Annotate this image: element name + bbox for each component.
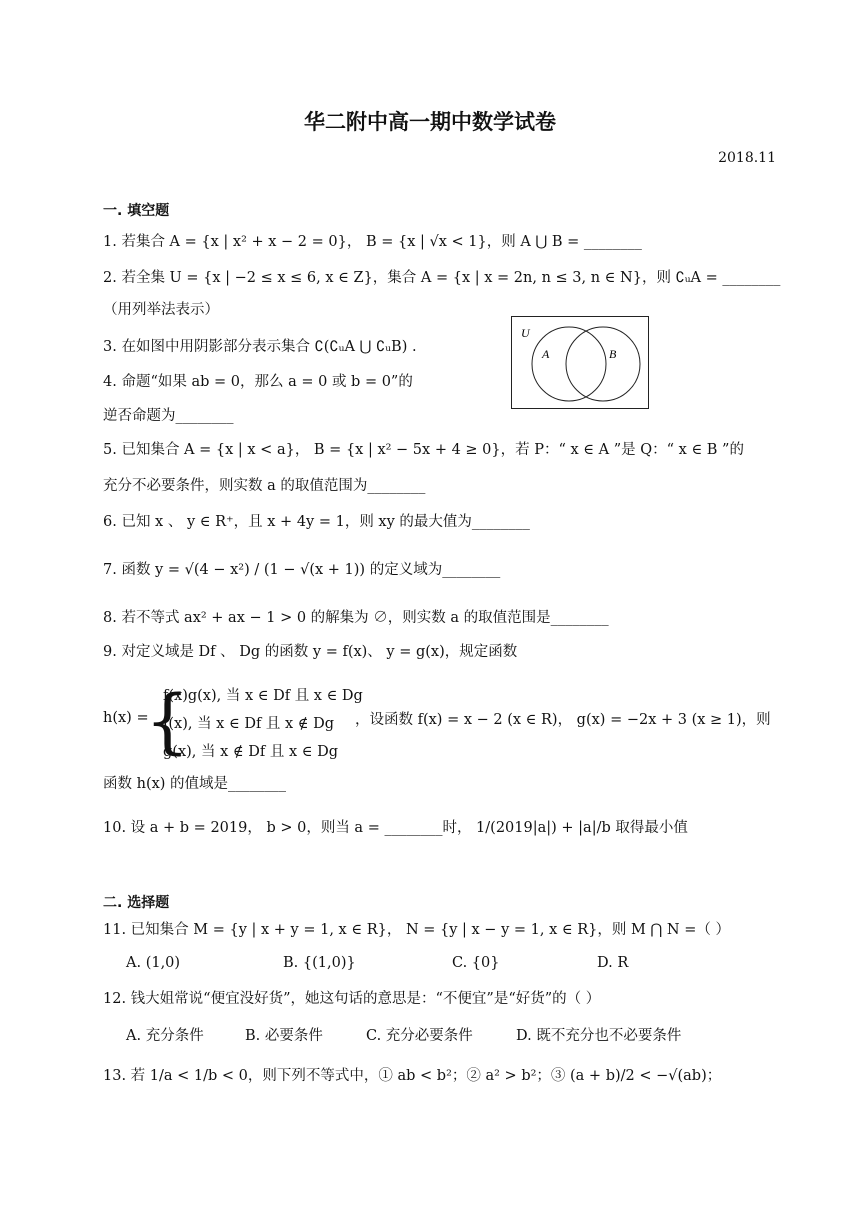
venn-label-u: U — [521, 326, 530, 340]
venn-diagram — [511, 316, 649, 409]
venn-circle-b — [566, 327, 640, 401]
question-12-option-a: A. 充分条件 — [126, 1028, 204, 1044]
venn-label-b: B — [609, 347, 617, 361]
piecewise-case-2: f(x), 当 x ∈ Df 且 x ∉ Dg — [163, 716, 335, 732]
question-4-cont: 逆否命题为________ — [103, 408, 234, 424]
page-title: 华二附中高一期中数学试卷 — [304, 110, 556, 134]
piecewise-brace: { — [145, 680, 190, 762]
venn-label-a: A — [542, 347, 550, 361]
question-2: 2. 若全集 U = {x | −2 ≤ x ≤ 6, x ∈ Z}，集合 A = {x | x = 2n, n ≤ 3, n ∈ N}，则 ∁ᵤA = ________ — [103, 270, 781, 286]
question-12: 12. 钱大姐常说“便宜没好货”，她这句话的意思是：“不便宜”是“好货”的（ ） — [103, 991, 601, 1007]
question-12-option-b: B. 必要条件 — [245, 1028, 323, 1044]
piecewise-case-1: f(x)g(x), 当 x ∈ Df 且 x ∈ Dg — [163, 688, 363, 704]
question-11: 11. 已知集合 M = {y | x + y = 1, x ∈ R}， N = {y | x − y = 1, x ∈ R}，则 M ⋂ N =（ ） — [103, 922, 730, 938]
venn-circle-a — [532, 327, 606, 401]
section-fill-heading: 一. 填空题 — [103, 203, 170, 219]
section-choice-heading: 二. 选择题 — [103, 895, 170, 911]
question-9-tail: ，设函数 f(x) = x − 2 (x ∈ R)， g(x) = −2x + 3 (x ≥ 1)，则 — [355, 712, 771, 728]
question-1: 1. 若集合 A = {x | x² + x − 2 = 0}， B = {x | √x < 1}，则 A ⋃ B = ________ — [103, 234, 642, 250]
question-4: 4. 命题“如果 ab = 0，那么 a = 0 或 b = 0”的 — [103, 374, 413, 390]
exam-date: 2018.11 — [718, 150, 776, 166]
question-12-option-c: C. 充分必要条件 — [366, 1028, 473, 1044]
question-10: 10. 设 a + b = 2019， b > 0，则当 a = ________时， 1/(2019|a|) + |a|/b 取得最小值 — [103, 820, 688, 836]
question-9-cont: 函数 h(x) 的值域是________ — [103, 776, 287, 792]
question-11-option-d: D. R — [597, 955, 629, 971]
question-5: 5. 已知集合 A = {x | x < a}， B = {x | x² − 5x + 4 ≥ 0}，若 P：“ x ∈ A ”是 Q：“ x ∈ B ”的 — [103, 442, 744, 458]
piecewise-label: h(x) = — [103, 710, 149, 726]
question-7: 7. 函数 y = √(4 − x²) / (1 − √(x + 1)) 的定义域为________ — [103, 562, 501, 578]
question-9: 9. 对定义域是 Df 、 Dg 的函数 y = f(x)、 y = g(x)，规定函数 — [103, 644, 518, 660]
question-2-note: （用列举法表示） — [103, 302, 219, 318]
question-13: 13. 若 1/a < 1/b < 0，则下列不等式中，① ab < b²；② a² > b²；③ (a + b)/2 < −√(ab)； — [103, 1068, 722, 1084]
question-11-option-c: C. {0} — [452, 955, 500, 971]
question-11-option-a: A. (1,0) — [126, 955, 181, 971]
question-8: 8. 若不等式 ax² + ax − 1 > 0 的解集为 ∅，则实数 a 的取值范围是________ — [103, 610, 609, 626]
question-5-cont: 充分不必要条件，则实数 a 的取值范围为________ — [103, 478, 426, 494]
piecewise-case-3: g(x), 当 x ∉ Df 且 x ∈ Dg — [163, 744, 338, 760]
question-3: 3. 在如图中用阴影部分表示集合 ∁(∁ᵤA ⋃ ∁ᵤB) . — [103, 339, 417, 355]
question-11-option-b: B. {(1,0)} — [283, 955, 356, 971]
question-12-option-d: D. 既不充分也不必要条件 — [516, 1028, 682, 1044]
question-6: 6. 已知 x 、 y ∈ R⁺，且 x + 4y = 1，则 xy 的最大值为________ — [103, 514, 530, 530]
